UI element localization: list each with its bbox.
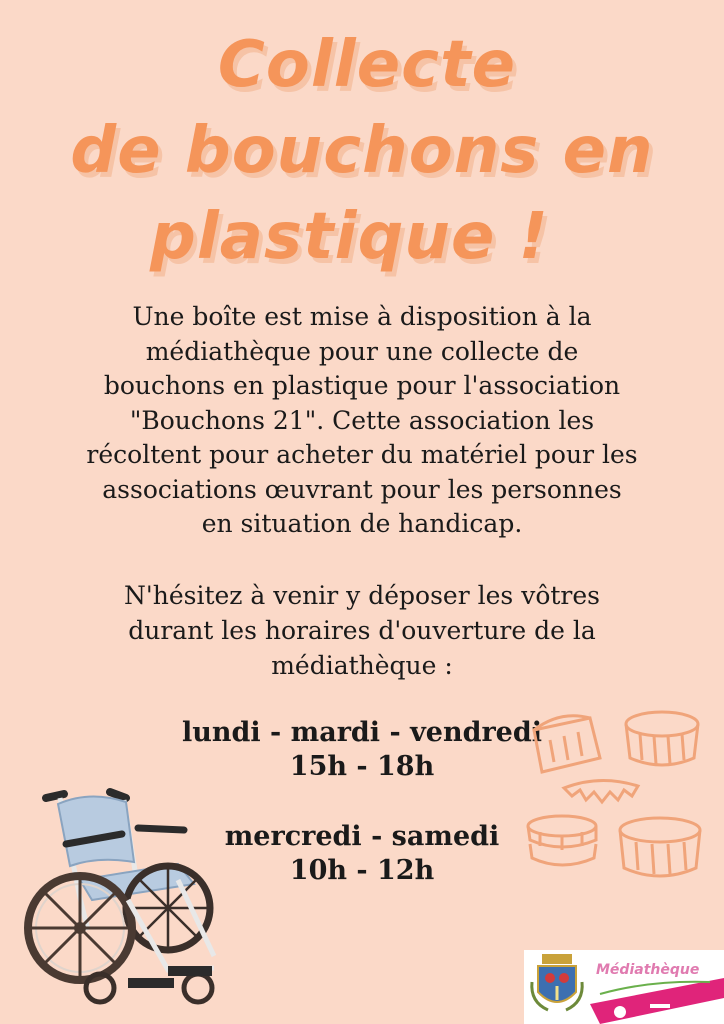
wheelchair-icon [18, 780, 248, 1020]
poster-title [0, 22, 724, 280]
schedule-days: lundi - mardi - vendredi [181, 717, 542, 748]
description-line: médiathèque pour une collecte de [145, 336, 579, 366]
description-line: bouchons en plastique pour l'association [103, 371, 621, 400]
bottle-caps-icon [520, 700, 720, 890]
title-line-1: Collecte [217, 28, 517, 102]
title-line-2: de bouchons en [70, 114, 654, 188]
description-paragraph [20, 300, 704, 542]
invitation-paragraph [20, 578, 704, 683]
title-line-3: plastique ! [150, 200, 549, 274]
schedule-days: mercredi - samedi [224, 821, 500, 852]
schedule-time: 15h - 18h [289, 751, 435, 782]
mediatheque-logo-label: Médiathèque [596, 962, 700, 978]
description-line: associations œuvrant pour les personnes [102, 474, 622, 504]
description-line: "Bouchons 21". Cette association les [129, 405, 595, 435]
invitation-line: durant les horaires d'ouverture de la [128, 616, 596, 645]
description-line: en situation de handicap. [201, 509, 523, 538]
invitation-line: médiathèque : [271, 651, 453, 680]
coat-of-arms-icon [528, 952, 586, 1022]
invitation-line: N'hésitez à venir y déposer les vôtres [123, 581, 600, 610]
schedule-time: 10h - 12h [289, 855, 435, 886]
description-line: Une boîte est mise à disposition à la [132, 302, 592, 331]
description-line: récoltent pour acheter du matériel pour les [86, 440, 638, 469]
